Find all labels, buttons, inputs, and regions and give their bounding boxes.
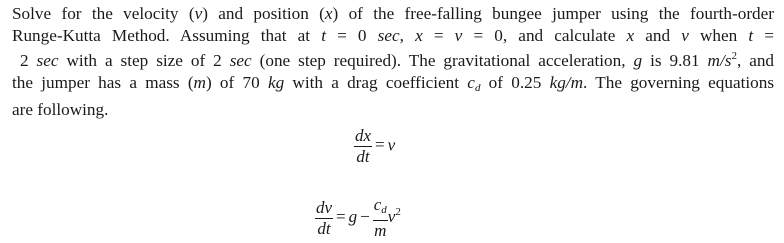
text-segment: when bbox=[688, 25, 749, 45]
velocity-symbol: v bbox=[387, 206, 396, 226]
fraction-dv-dt bbox=[315, 199, 333, 238]
text-segment: Solve for the velocity ( bbox=[12, 4, 195, 23]
fraction-numerator: dv bbox=[316, 197, 333, 217]
problem-line-5 bbox=[12, 99, 774, 121]
drag-coefficient-symbol: c bbox=[467, 72, 475, 92]
text-segment: are following. bbox=[12, 100, 109, 119]
text-segment: . The governing equations bbox=[583, 72, 775, 92]
fraction-numerator: dx bbox=[355, 126, 372, 145]
text-segment: = 0 bbox=[325, 25, 378, 45]
fraction-denominator: dt bbox=[317, 218, 331, 238]
text-segment: is 9.81 bbox=[642, 51, 708, 70]
gravity-symbol: g bbox=[348, 206, 358, 226]
problem-line-3: 2 sec with a step size of 2 sec (one step required). The gravitational acceleration, g is 9.81 $m/s^2$, and bbox=[19, 50, 775, 70]
equals-sign: = bbox=[375, 135, 385, 155]
position-symbol: x bbox=[415, 25, 423, 45]
text-segment: (one step required). The gravitational acceleration, bbox=[251, 51, 634, 70]
text-segment: , bbox=[399, 25, 416, 45]
drag-coefficient-subscript: d bbox=[474, 81, 481, 94]
text-segment: of 0.25 bbox=[480, 72, 550, 92]
time-symbol: t bbox=[748, 25, 754, 45]
problem-statement bbox=[12, 3, 774, 121]
velocity-symbol: v bbox=[194, 4, 203, 23]
unit-sec: sec bbox=[229, 51, 252, 70]
text-segment: , and bbox=[736, 51, 775, 70]
equation-dx-dt bbox=[354, 127, 395, 166]
text-segment: ) of 70 bbox=[205, 72, 268, 92]
equation-dv-dt bbox=[315, 196, 401, 240]
problem-line-1 bbox=[12, 3, 774, 25]
minus-sign: − bbox=[360, 206, 370, 226]
exponent: 2 bbox=[395, 205, 401, 218]
problem-line-2 bbox=[12, 25, 774, 47]
fraction-dx-dt bbox=[354, 127, 372, 166]
unit-acceleration: m/s bbox=[707, 51, 732, 70]
position-symbol: x bbox=[626, 25, 635, 45]
drag-coefficient-subscript: d bbox=[381, 204, 387, 216]
fraction-denominator: dt bbox=[356, 147, 370, 166]
drag-coefficient-symbol: c bbox=[373, 195, 382, 214]
text-segment: = bbox=[422, 25, 455, 45]
text-segment: ) and position ( bbox=[202, 4, 325, 23]
text-segment: 2 bbox=[19, 51, 37, 70]
velocity-symbol: v bbox=[681, 25, 689, 45]
text-segment: with a step size of 2 bbox=[58, 51, 230, 70]
text-segment: = 0, and calculate bbox=[462, 25, 627, 45]
problem-line-4 bbox=[12, 72, 774, 100]
unit-sec: sec bbox=[36, 51, 59, 70]
text-segment: = bbox=[753, 25, 774, 45]
fraction-denominator: m bbox=[374, 221, 387, 240]
text-segment: with a drag coefficient bbox=[284, 72, 468, 92]
unit-kg: kg bbox=[267, 72, 285, 92]
text-segment: and bbox=[634, 25, 682, 45]
fraction-cd-m bbox=[373, 196, 388, 240]
unit-sec: sec bbox=[377, 25, 400, 45]
equals-sign: = bbox=[336, 206, 346, 226]
gravity-symbol: g bbox=[633, 51, 643, 70]
velocity-symbol: v bbox=[387, 135, 396, 155]
fraction-numerator bbox=[373, 196, 388, 219]
unit-kg-per-m: kg/m bbox=[549, 72, 583, 92]
text-segment: Runge-Kutta Method. Assuming that at bbox=[12, 25, 322, 45]
text-segment: ) of the free-falling bungee jumper using the fourth-order bbox=[332, 4, 775, 23]
time-symbol: t bbox=[321, 25, 326, 45]
velocity-symbol: v bbox=[454, 25, 463, 45]
position-symbol: x bbox=[324, 4, 333, 23]
text-segment: the jumper has a mass ( bbox=[12, 72, 194, 92]
mass-symbol: m bbox=[193, 72, 206, 92]
